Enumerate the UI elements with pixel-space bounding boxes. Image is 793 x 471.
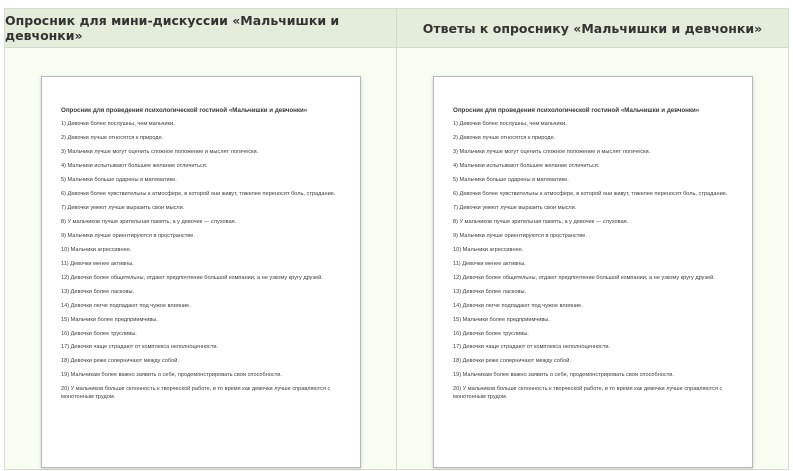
- question-item: 17) Девочки чаще страдают от комплекса неполноценности.: [453, 344, 611, 351]
- question-item: 11) Девочки менее активны.: [61, 260, 134, 267]
- question-item: 13) Девочки более ласковы.: [61, 288, 135, 295]
- document-title: Опросник для проведения психологической гостиной «Мальчишки и девчонки»: [453, 107, 700, 114]
- question-item: 16) Девочки более трусливы.: [453, 330, 529, 337]
- question-item: 5) Мальчики больше одарены в математике.: [453, 177, 569, 184]
- question-item: 4) Мальчики испытывают большее желание отличиться.: [61, 163, 208, 170]
- question-item: 14) Девочки легче подпадают под чужое влияние.: [61, 302, 191, 309]
- question-item: 18) Девочки реже соперничают между собой.: [61, 358, 179, 365]
- question-item: 19) Мальчикам более важно заявить о себе, продемонстрировать свои способности.: [61, 372, 282, 379]
- question-item: 11) Девочки менее активны.: [453, 260, 526, 267]
- question-item: 15) Мальчики более предприимчивы.: [453, 316, 550, 323]
- question-item: 8) У мальчиков лучше зрительная память, а у девочек — слуховая.: [61, 219, 237, 225]
- question-item: 12) Девочки более общительны, отдают предпочтение большой компании, а не узкому кругу друзей.: [453, 274, 715, 281]
- answers-document-preview[interactable]: [433, 76, 753, 468]
- question-item: 6) Девочки более чувствительны к атмосфере, в которой они живут, тяжелее переносят боль, страдание.: [453, 191, 728, 198]
- question-item: 3) Мальчики лучше могут оценить сложное положение и мыслят логически.: [61, 149, 259, 156]
- question-item: 17) Девочки чаще страдают от комплекса неполноценности.: [61, 344, 219, 351]
- question-item: 16) Девочки более трусливы.: [61, 330, 137, 337]
- comparison-table: [4, 8, 789, 470]
- table-body-row: [5, 48, 788, 469]
- cell-answers: [396, 48, 788, 469]
- question-item: 18) Девочки реже соперничают между собой.: [453, 358, 571, 365]
- question-item: 14) Девочки легче подпадают под чужое влияние.: [453, 302, 583, 309]
- question-item: 3) Мальчики лучше могут оценить сложное положение и мыслят логически.: [453, 149, 651, 156]
- header-answers: Ответы к опроснику «Мальчишки и девчонки»: [396, 9, 788, 47]
- question-item: 12) Девочки более общительны, отдают предпочтение большой компании, а не узкому кругу друзей.: [61, 274, 323, 281]
- question-item: 8) У мальчиков лучше зрительная память, а у девочек — слуховая.: [453, 219, 629, 225]
- question-item: 20) У мальчиков больше склонность к творческой работе, в то время как девочки лучше справляются с монотонным трудом.: [61, 386, 331, 400]
- question-item: 7) Девочки умеют лучше выразить свои мысли.: [453, 205, 577, 212]
- document-title: Опросник для проведения психологической гостиной «Мальчишки и девчонки»: [61, 107, 308, 114]
- table-header-row: [5, 9, 788, 48]
- question-item: 1) Девочки более послушны, чем мальчики.: [453, 121, 567, 128]
- question-list: [453, 121, 740, 401]
- question-item: 7) Девочки умеют лучше выразить свои мысли.: [61, 205, 185, 212]
- question-item: 9) Мальчики лучше ориентируются в пространстве.: [453, 232, 587, 239]
- question-item: 10) Мальчики агрессивнее.: [61, 246, 132, 253]
- question-item: 6) Девочки более чувствительны к атмосфере, в которой они живут, тяжелее переносят боль, страдание.: [61, 191, 336, 198]
- question-item: 2) Девочки лучше относятся к природе.: [61, 135, 164, 142]
- question-item: 9) Мальчики лучше ориентируются в пространстве.: [61, 232, 195, 239]
- cell-questionnaire: [5, 48, 396, 469]
- question-item: 5) Мальчики больше одарены в математике.: [61, 177, 177, 184]
- question-item: 10) Мальчики агрессивнее.: [453, 246, 524, 253]
- question-item: 20) У мальчиков больше склонность к творческой работе, в то время как девочки лучше справляются с монотонным трудом.: [453, 386, 723, 400]
- question-list: [61, 121, 348, 401]
- question-item: 13) Девочки более ласковы.: [453, 288, 527, 295]
- question-item: 15) Мальчики более предприимчивы.: [61, 316, 158, 323]
- question-item: 4) Мальчики испытывают большее желание отличиться.: [453, 163, 600, 170]
- question-item: 2) Девочки лучше относятся к природе.: [453, 135, 556, 142]
- question-item: 19) Мальчикам более важно заявить о себе, продемонстрировать свои способности.: [453, 372, 674, 379]
- header-questionnaire: Опросник для мини-дискуссии «Мальчишки и девчонки»: [5, 13, 340, 43]
- question-item: 1) Девочки более послушны, чем мальчики.: [61, 121, 175, 128]
- questionnaire-document-preview[interactable]: [41, 76, 361, 468]
